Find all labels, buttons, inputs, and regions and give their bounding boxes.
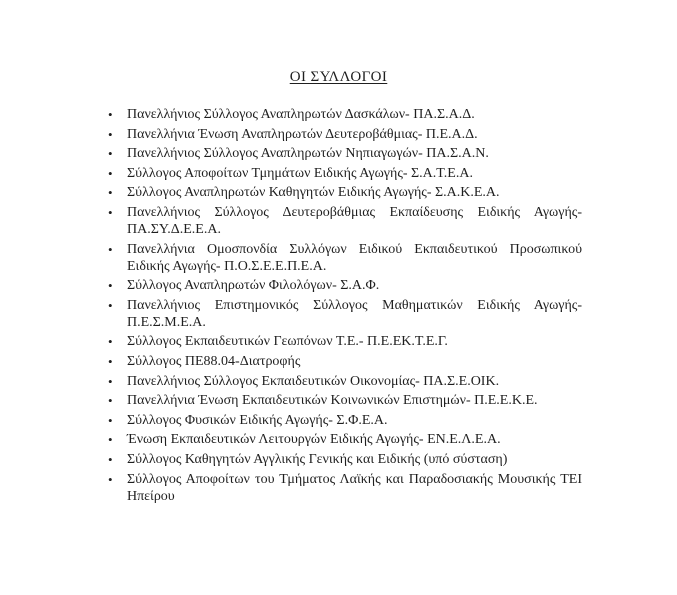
list-item	[108, 471, 582, 505]
association-name: Πανελλήνιος Σύλλογος Αναπληρωτών Νηπιαγωγών- ΠΑ.Σ.Α.Ν.	[127, 146, 489, 162]
association-name: Πανελλήνιος Σύλλογος Εκπαιδευτικών Οικονομίας- ΠΑ.Σ.Ε.ΟΙΚ.	[127, 373, 500, 389]
association-name: Πανελλήνια Ένωση Εκπαιδευτικών Κοινωνικών Επιστημών- Π.Ε.Ε.Κ.Ε.	[127, 393, 538, 409]
association-name: Πανελλήνιος Σύλλογος Δευτεροβάθμιας Εκπαίδευσης Ειδικής Αγωγής- ΠΑ.ΣΥ.Δ.Ε.Ε.Α.	[127, 204, 582, 237]
list-item	[108, 204, 582, 238]
list-item	[108, 126, 582, 143]
list-item	[108, 451, 582, 468]
bullet-icon: •	[108, 393, 113, 409]
list-item	[108, 392, 582, 409]
list-item	[108, 373, 582, 390]
association-name: Πανελλήνιος Σύλλογος Αναπληρωτών Δασκάλων- ΠΑ.Σ.Α.Δ.	[127, 107, 475, 122]
association-name: Ένωση Εκπαιδευτικών Λειτουργών Ειδικής Αγωγής- ΕΝ.Ε.Λ.Ε.Α.	[127, 432, 501, 448]
bullet-icon: •	[108, 353, 113, 369]
association-name: Πανελλήνια Ένωση Αναπληρωτών Δευτεροβάθμιας- Π.Ε.Α.Δ.	[127, 126, 478, 142]
list-item	[108, 431, 582, 448]
association-name: Σύλλογος Αναπληρωτών Φιλολόγων- Σ.Α.Φ.	[127, 278, 380, 294]
bullet-icon: •	[108, 204, 113, 220]
association-name: Σύλλογος Αποφοίτων του Τμήματος Λαϊκής και Παραδοσιακής Μουσικής ΤΕΙ Ηπείρου	[127, 471, 582, 504]
list-item	[108, 184, 582, 201]
bullet-icon: •	[108, 432, 113, 448]
list-item	[108, 145, 582, 162]
list-item	[108, 165, 582, 182]
association-name: Σύλλογος Εκπαιδευτικών Γεωπόνων Τ.Ε.- Π.Ε.ΕΚ.Τ.Ε.Γ.	[127, 334, 448, 350]
bullet-icon: •	[108, 241, 113, 257]
bullet-icon: •	[108, 471, 113, 487]
association-name: Σύλλογος Καθηγητών Αγγλικής Γενικής και Ειδικής (υπό σύσταση)	[127, 451, 508, 467]
bullet-icon: •	[108, 126, 113, 142]
list-item	[108, 353, 582, 370]
association-name: Σύλλογος Φυσικών Ειδικής Αγωγής- Σ.Φ.Ε.Α.	[127, 412, 388, 428]
association-name: Σύλλογος Αναπληρωτών Καθηγητών Ειδικής Αγωγής- Σ.Α.Κ.Ε.Α.	[127, 185, 500, 201]
bullet-icon: •	[108, 146, 113, 162]
association-name: Σύλλογος Αποφοίτων Τμημάτων Ειδικής Αγωγής- Σ.Α.Τ.Ε.Α.	[127, 165, 473, 181]
list-item	[108, 412, 582, 429]
association-name: Πανελλήνιος Επιστημονικός Σύλλογος Μαθηματικών Ειδικής Αγωγής- Π.Ε.Σ.Μ.Ε.Α.	[127, 297, 582, 330]
list-item	[108, 333, 582, 350]
bullet-icon: •	[108, 373, 113, 389]
associations-list	[108, 106, 582, 505]
bullet-icon: •	[108, 451, 113, 467]
list-item	[108, 106, 582, 123]
association-name: Πανελλήνια Ομοσπονδία Συλλόγων Ειδικού Εκπαιδευτικού Προσωπικού Ειδικής Αγωγής- Π.Ο.Σ.Ε.Ε.Π.Ε.Α.	[127, 241, 582, 274]
bullet-icon: •	[108, 297, 113, 313]
list-item	[108, 241, 582, 275]
bullet-icon: •	[108, 278, 113, 294]
association-name: Σύλλογος ΠΕ88.04-Διατροφής	[127, 353, 301, 369]
bullet-icon: •	[108, 334, 113, 350]
bullet-icon: •	[108, 165, 113, 181]
document-title: ΟΙ ΣΥΛΛΟΓΟΙ	[289, 69, 388, 85]
bullet-icon: •	[108, 107, 113, 122]
bullet-icon: •	[108, 185, 113, 201]
bullet-icon: •	[108, 412, 113, 428]
list-item	[108, 277, 582, 294]
list-item	[108, 297, 582, 331]
